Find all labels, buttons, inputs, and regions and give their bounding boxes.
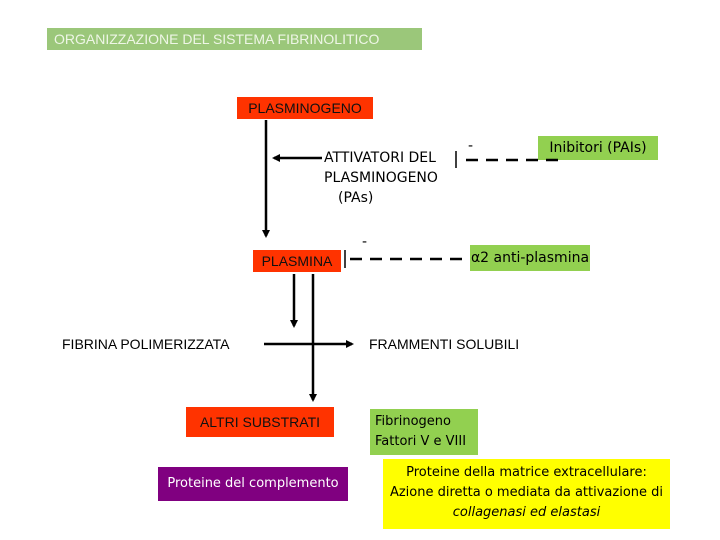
matrice-line-2: Azione diretta o mediata da attivazione di xyxy=(389,485,664,500)
attivatori-line-2: PLASMINOGENO xyxy=(324,170,438,186)
antiplasmin-inhibition-sign: - xyxy=(362,234,368,250)
attivatori-line-3: (PAs) xyxy=(338,190,374,206)
fibrinogeno-line-1: Fibrinogeno xyxy=(375,414,451,429)
fibrinogeno-line-2: Fattori V e VIII xyxy=(375,434,467,449)
attivatori-line-1: ATTIVATORI DEL xyxy=(324,150,436,166)
diagram-title: ORGANIZZAZIONE DEL SISTEMA FIBRINOLITICO xyxy=(47,28,422,50)
inibitori-node: Inibitori (PAIs) xyxy=(538,136,658,160)
fibrina-label: FIBRINA POLIMERIZZATA xyxy=(62,336,230,352)
antiplasmina-node: α2 anti-plasmina xyxy=(470,245,590,271)
frammenti-label: FRAMMENTI SOLUBILI xyxy=(369,336,520,352)
complemento-node: Proteine del complemento xyxy=(158,467,348,501)
altri-substrati-node: ALTRI SUBSTRATI xyxy=(186,407,334,437)
matrice-line-1: Proteine della matrice extracellulare: xyxy=(406,465,647,480)
matrice-line-3: collagenasi ed elastasi xyxy=(452,505,601,520)
pai-inhibition-sign: - xyxy=(468,138,474,154)
plasminogeno-node: PLASMINOGENO xyxy=(237,97,373,119)
plasmina-node: PLASMINA xyxy=(253,250,341,272)
